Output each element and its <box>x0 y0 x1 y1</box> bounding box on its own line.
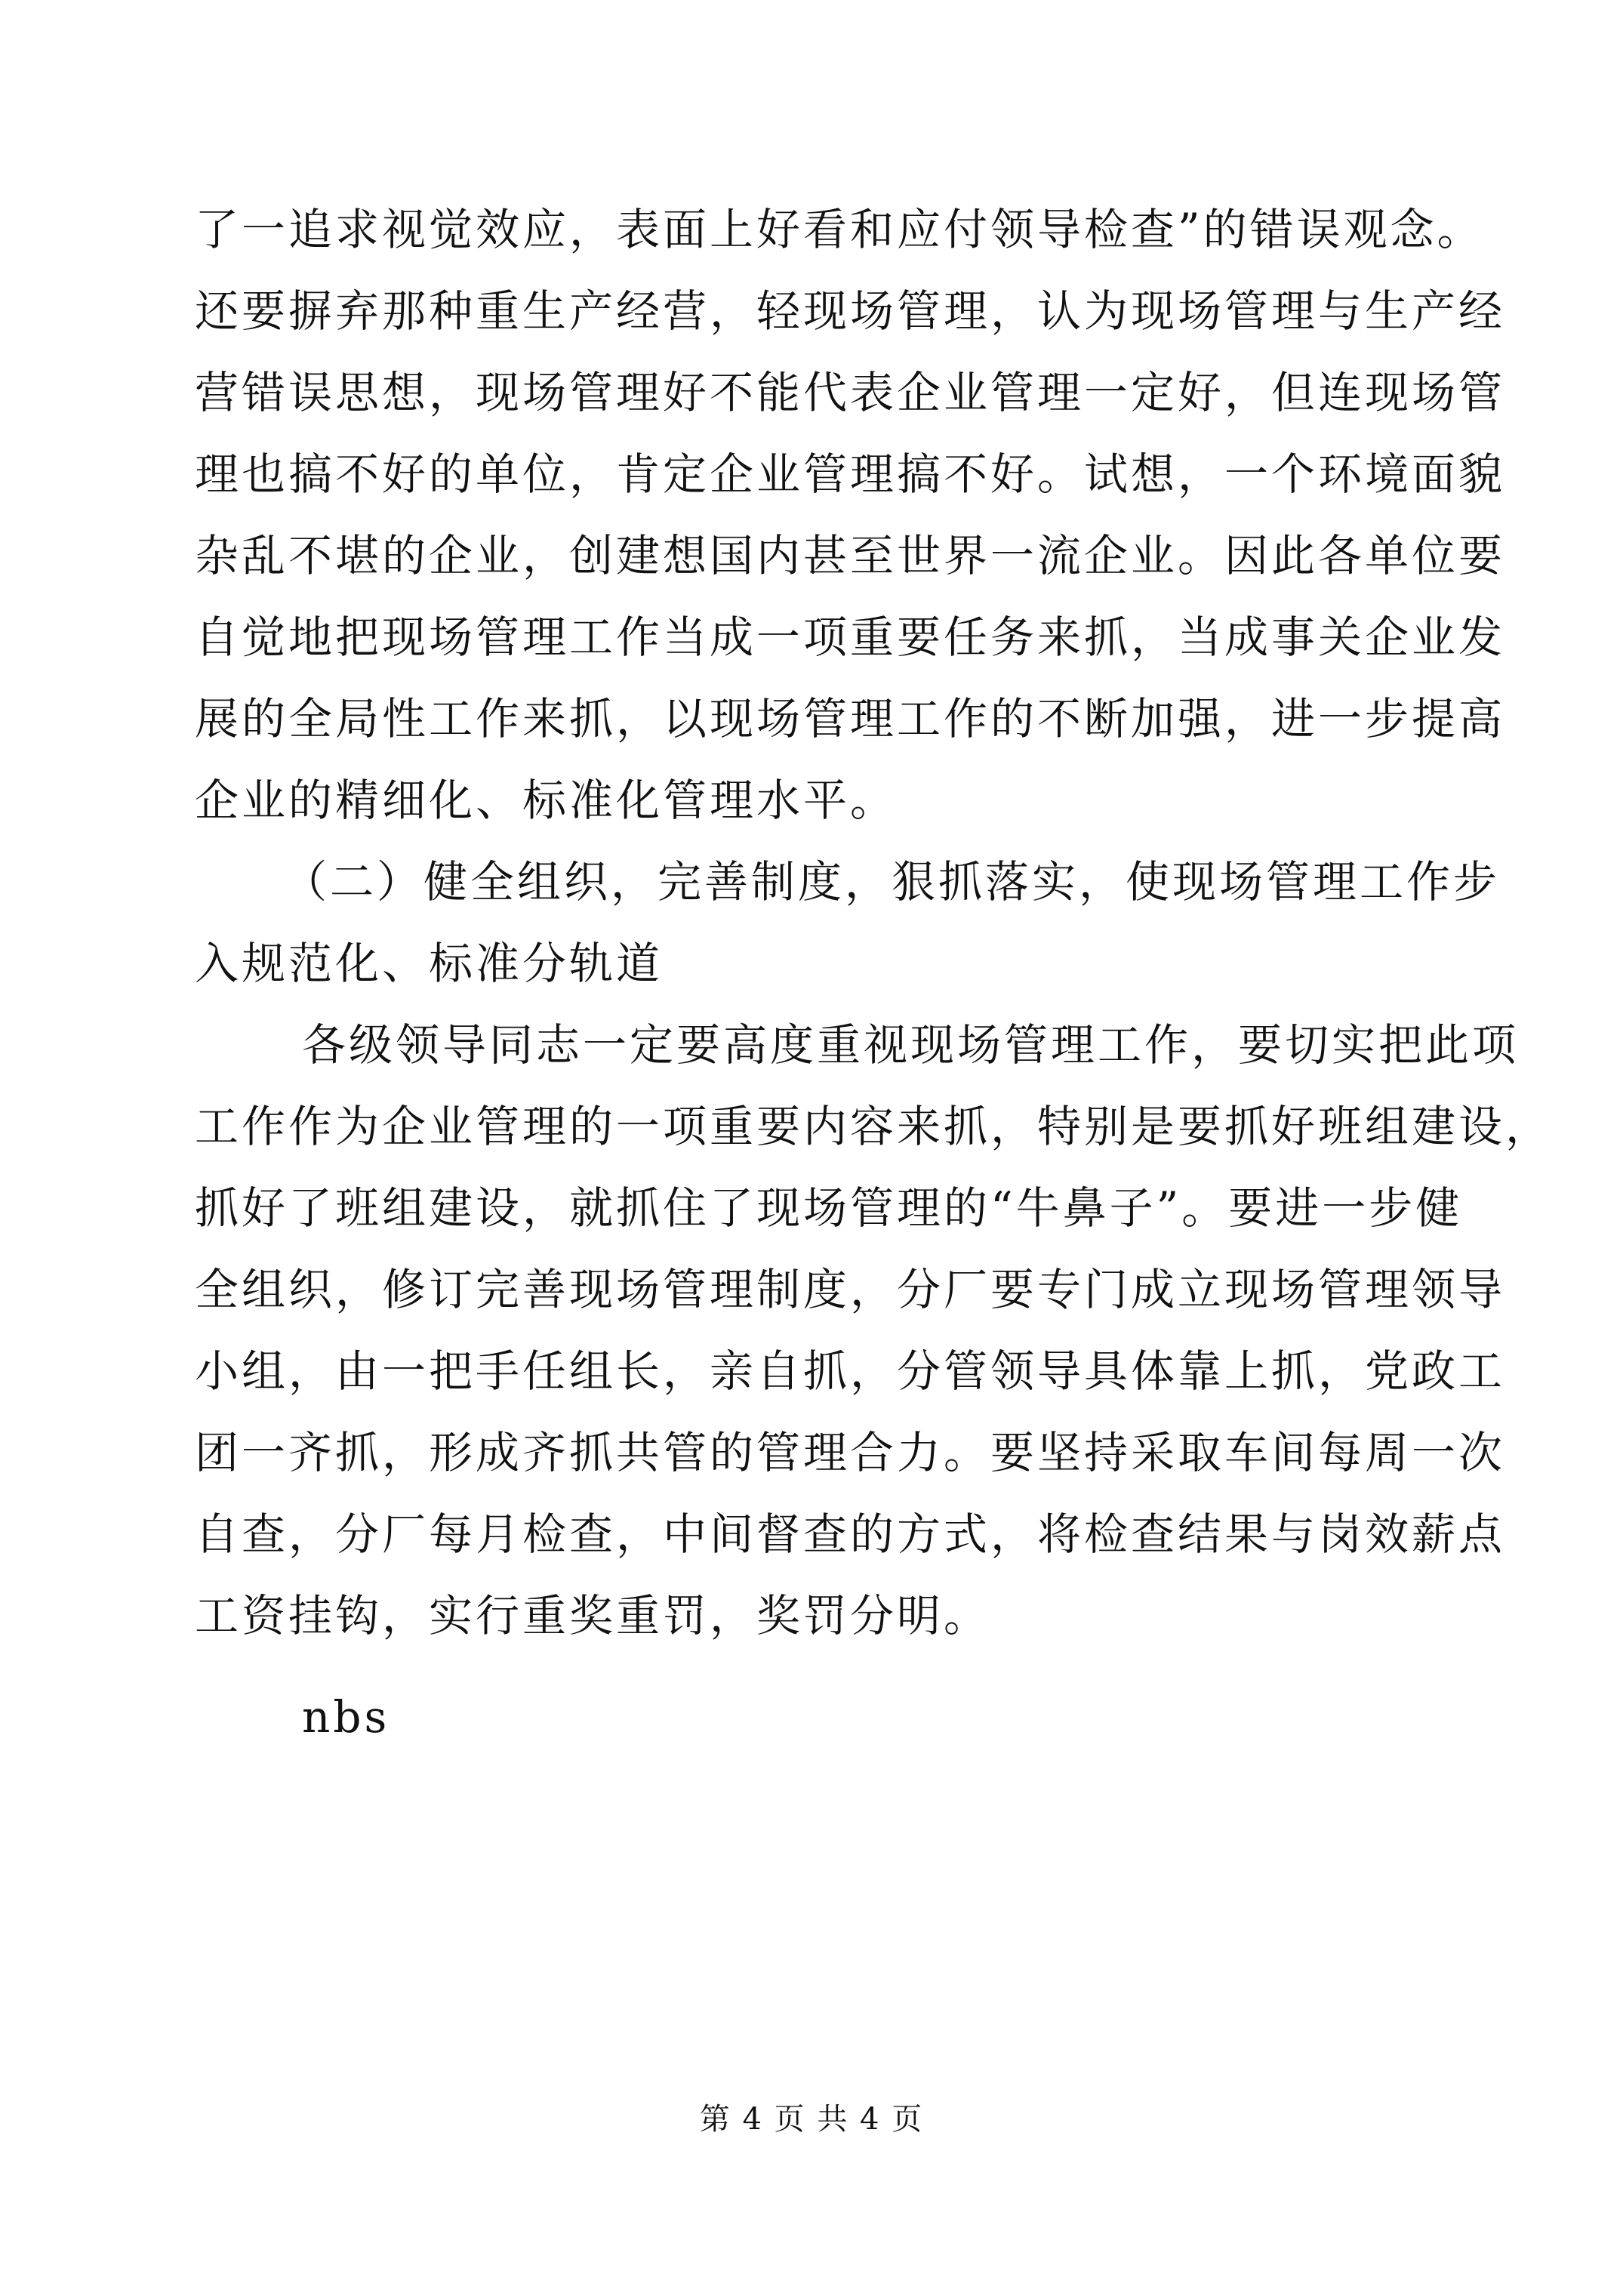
body-text-line: 各级领导同志一定要高度重视现场管理工作，要切实把此项 <box>302 1019 1520 1071</box>
body-text-line: 自查，分厂每月检查，中间督查的方式，将检查结果与岗效薪点 <box>195 1509 1506 1560</box>
trailing-fragment: nbs <box>302 1691 390 1743</box>
body-text-line: 抓好了班组建设，就抓住了现场管理的“牛鼻子”。要进一步健 <box>195 1182 1463 1234</box>
body-text-line: 还要摒弃那种重生产经营，轻现场管理，认为现场管理与生产经 <box>195 285 1506 337</box>
section-heading: （二）健全组织，完善制度，狠抓落实，使现场管理工作步 <box>283 856 1501 908</box>
body-text-line: 自觉地把现场管理工作当成一项重要任务来抓，当成事关企业发 <box>195 612 1506 663</box>
body-text-line: 团一齐抓，形成齐抓共管的管理合力。要坚持采取车间每周一次 <box>195 1427 1506 1478</box>
page-footer: 第 4 页 共 4 页 <box>699 2102 924 2137</box>
body-text-line: 理也搞不好的单位，肯定企业管理搞不好。试想，一个环境面貌 <box>195 448 1506 500</box>
section-heading-continued: 入规范化、标准分轨道 <box>195 938 664 989</box>
body-text-line: 企业的精细化、标准化管理水平。 <box>195 775 898 826</box>
body-text-line: 工作作为企业管理的一项重要内容来抓，特别是要抓好班组建设， <box>195 1101 1553 1152</box>
body-text-line: 工资挂钩，实行重奖重罚，奖罚分明。 <box>195 1590 991 1641</box>
body-text-line: 展的全局性工作来抓，以现场管理工作的不断加强，进一步提高 <box>195 693 1506 744</box>
body-text-line: 了一追求视觉效应，表面上好看和应付领导检查”的错误观念。 <box>195 204 1484 255</box>
body-text-line: 杂乱不堪的企业，创建想国内甚至世界一流企业。因此各单位要 <box>195 530 1506 581</box>
body-text-line: 小组，由一把手任组长，亲自抓，分管领导具体靠上抓，党政工 <box>195 1345 1506 1397</box>
body-text-line: 全组织，修订完善现场管理制度，分厂要专门成立现场管理领导 <box>195 1264 1506 1315</box>
body-text-line: 营错误思想，现场管理好不能代表企业管理一定好，但连现场管 <box>195 367 1506 418</box>
